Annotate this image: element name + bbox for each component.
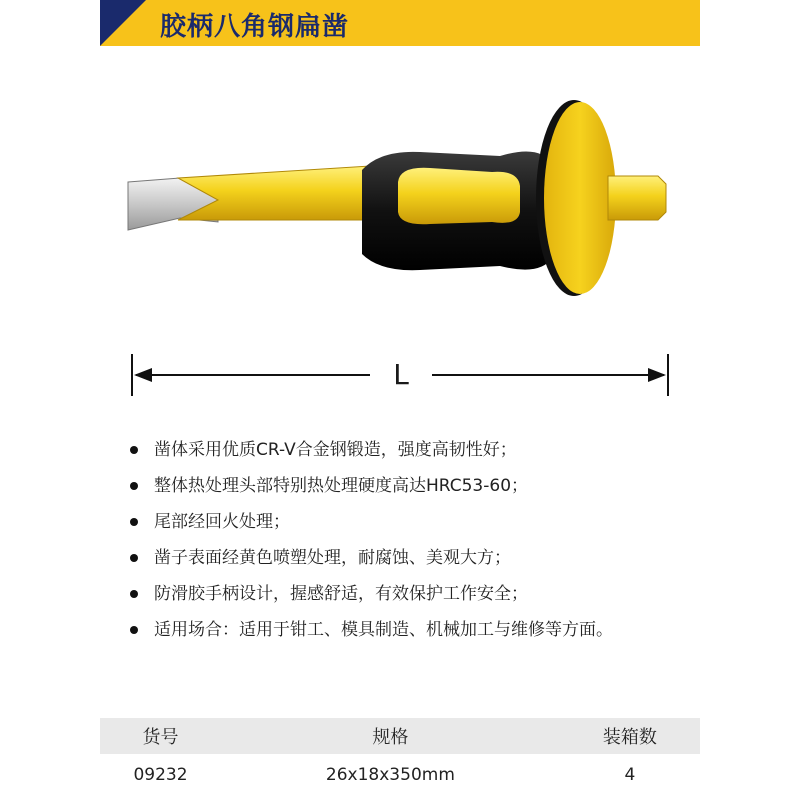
feature-text: 适用场合：适用于钳工、模具制造、机械加工与维修等方面。 <box>154 620 613 640</box>
bullet-icon <box>130 482 138 490</box>
column-header-item-no: 货号 <box>100 718 221 754</box>
guard-face <box>544 102 616 294</box>
feature-text: 凿子表面经黄色喷塑处理，耐腐蚀、美观大方； <box>154 548 511 568</box>
spec-table <box>100 718 700 796</box>
feature-list <box>130 432 700 648</box>
table-header-row <box>100 718 700 754</box>
corner-triangle-icon <box>100 0 146 46</box>
cell-item-no: 09232 <box>133 765 188 785</box>
feature-text: 凿体采用优质CR-V合金钢锻造，强度高韧性好； <box>154 440 517 460</box>
column-header-qty: 装箱数 <box>560 718 700 754</box>
title-bar <box>100 0 700 46</box>
cell-spec: 26x18x350mm <box>325 765 455 785</box>
chisel-illustration-icon <box>100 90 700 320</box>
list-item <box>130 540 700 576</box>
bullet-icon <box>130 518 138 526</box>
bullet-icon <box>130 446 138 454</box>
page-title: 胶柄八角钢扁凿 <box>160 12 350 42</box>
dimension-label: L <box>393 358 409 391</box>
feature-text: 防滑胶手柄设计，握感舒适，有效保护工作安全； <box>154 584 528 604</box>
shaft <box>178 166 370 220</box>
grip-insert <box>398 168 520 224</box>
bullet-icon <box>130 590 138 598</box>
feature-text: 尾部经回火处理； <box>154 512 290 532</box>
list-item <box>130 612 700 648</box>
dimension-indicator <box>130 350 670 400</box>
striking-end <box>608 176 666 220</box>
feature-text: 整体热处理头部特别热处理硬度高达HRC53-60； <box>154 476 529 496</box>
list-item <box>130 432 700 468</box>
column-header-spec: 规格 <box>221 718 560 754</box>
list-item <box>130 468 700 504</box>
cell-qty: 4 <box>624 765 636 785</box>
list-item <box>130 576 700 612</box>
bullet-icon <box>130 554 138 562</box>
table-row <box>100 754 700 796</box>
bullet-icon <box>130 626 138 634</box>
list-item <box>130 504 700 540</box>
